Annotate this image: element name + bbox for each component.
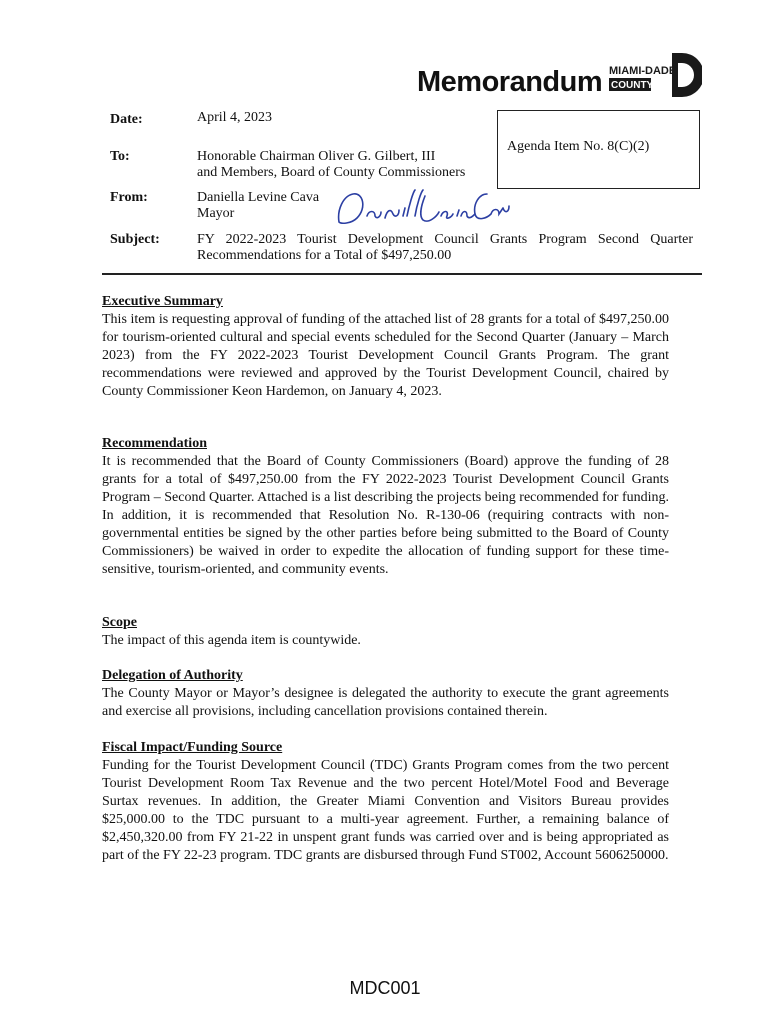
recommendation-heading: Recommendation [102, 436, 207, 451]
memo-title: Memorandum [417, 66, 603, 98]
fiscal-impact-section [102, 739, 669, 865]
from-line-2: Mayor [197, 206, 235, 221]
from-line-1: Daniella Levine Cava [197, 190, 320, 205]
to-line-1: Honorable Chairman Oliver G. Gilbert, III [197, 149, 436, 164]
recommendation-body: It is recommended that the Board of County Commissioners (Board) approve the funding of 28 grants for a total of $497,250.00 from the FY 2022-2023 Tourist Development Council Grants Program – Second Quarter. Attached is a list describing the projects being recommended for funding. In addition, it is recommended that Resolution No. R-130-06 (requiring contracts with non-governmental entities be signed by the other parties before being submitted to the Board of County Commissioners) be waived in order to expedite the allocation of funding support for these time-sensitive, tourism-oriented, and community events. [102, 454, 669, 577]
miami-dade-county-logo [608, 52, 702, 98]
fiscal-impact-heading: Fiscal Impact/Funding Source [102, 740, 283, 755]
recommendation-section [102, 435, 669, 579]
logo-wordmark-line-1: MIAMI-DADE [609, 65, 677, 77]
header-divider [102, 273, 702, 275]
from-sender [197, 190, 319, 222]
subject-label: Subject: [110, 232, 160, 247]
executive-summary-body: This item is requesting approval of funding of the attached list of 28 grants for a total of $497,250.00 for tourism-oriented cultural and special events scheduled for the Second Quarter (January – March 2023) from the FY 2022-2023 Tourist Development Council Grants Program. The grant recommendations were reviewed and approved by the Tourist Development Council, chaired by County Commissioner Keon Hardemon, on January 4, 2023. [102, 312, 669, 399]
executive-summary-section [102, 293, 669, 401]
subject-value: FY 2022-2023 Tourist Development Council Grants Program Second Quarter Recommendations for a Total of $497,250.00 [197, 232, 693, 263]
document-code: MDC001 [349, 978, 421, 998]
delegation-section [102, 667, 669, 721]
to-label: To: [110, 149, 130, 164]
scope-heading: Scope [102, 615, 137, 630]
executive-summary-heading: Executive Summary [102, 294, 223, 309]
date-label: Date: [110, 112, 143, 127]
delegation-body: The County Mayor or Mayor’s designee is delegated the authority to execute the grant agreements and exercise all provisions, including cancellation provisions contained therein. [102, 686, 669, 719]
date-value: April 4, 2023 [197, 110, 273, 125]
to-recipient [197, 149, 465, 181]
scope-body: The impact of this agenda item is countywide. [102, 633, 361, 648]
handwritten-signature [333, 186, 511, 230]
delegation-heading: Delegation of Authority [102, 668, 243, 683]
fiscal-impact-body: Funding for the Tourist Development Council (TDC) Grants Program comes from the two percent Tourist Development Room Tax Revenue and the two percent Hotel/Motel Food and Beverage Surtax revenues. In addition, the Greater Miami Convention and Visitors Bureau provides $25,000.00 to the TDC pursuant to a multi-year agreement. Further, a remaining balance of $2,450,320.00 from FY 21-22 in unspent grant funds was carried over and is being appropriated as part of the FY 22-23 program. TDC grants are disbursed through Fund ST002, Account 5606250000. [102, 758, 669, 863]
logo-wordmark-line-2: COUNTY [611, 80, 654, 91]
to-line-2: and Members, Board of County Commissioners [197, 165, 466, 180]
agenda-item-box [497, 110, 700, 189]
scope-section [102, 614, 669, 650]
agenda-item-number: Agenda Item No. 8(C)(2) [507, 139, 650, 154]
from-label: From: [110, 190, 148, 205]
